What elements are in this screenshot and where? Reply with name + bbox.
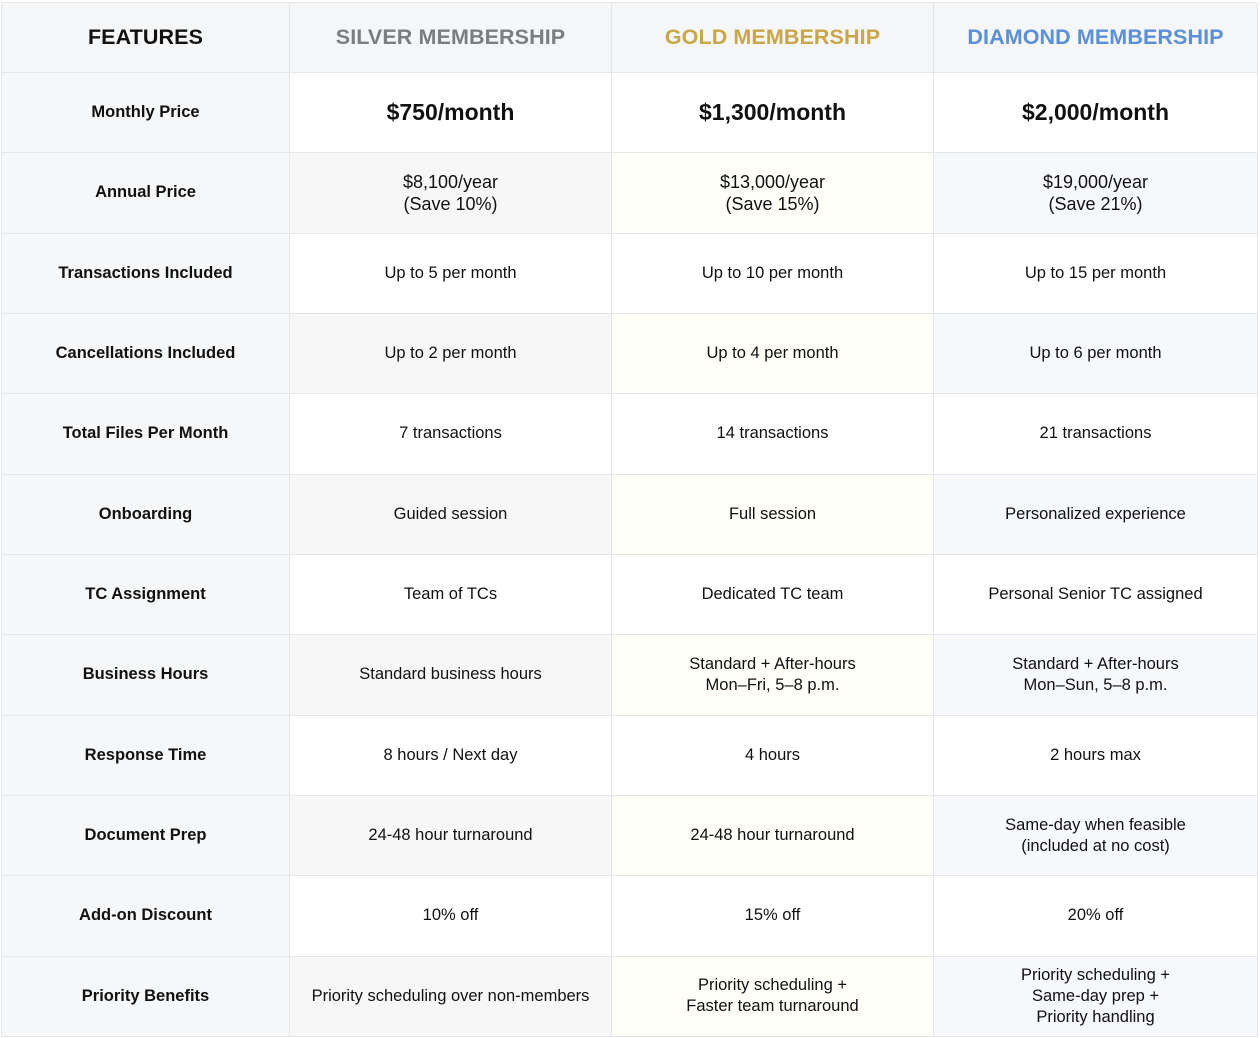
diamond-value-cell: [934, 555, 1258, 635]
diamond-value-line: Up to 15 per month: [1024, 263, 1167, 282]
gold-value-cell: [612, 555, 934, 635]
feature-label: Document Prep: [2, 796, 290, 876]
silver-value-line: 24-48 hour turnaround: [368, 826, 533, 845]
silver-value-cell: [290, 876, 612, 956]
diamond-value-line: Up to 6 per month: [1029, 344, 1162, 363]
feature-label: Annual Price: [2, 153, 290, 233]
feature-label: Business Hours: [2, 635, 290, 715]
feature-label: Total Files Per Month: [2, 394, 290, 474]
diamond-value-line: 20% off: [1067, 906, 1124, 925]
gold-value-line: (Save 15%): [725, 193, 820, 214]
membership-comparison-table: [1, 2, 1257, 1037]
silver-value-cell: [290, 475, 612, 555]
silver-value-cell: [290, 796, 612, 876]
diamond-value-line: Mon–Sun, 5–8 p.m.: [1023, 675, 1168, 694]
silver-value-line: 8 hours / Next day: [383, 745, 518, 764]
silver-value-line: Team of TCs: [403, 585, 498, 604]
silver-value-cell: [290, 394, 612, 474]
diamond-value-line: Personalized experience: [1005, 504, 1186, 523]
silver-value-cell: [290, 234, 612, 314]
diamond-value-cell: [934, 796, 1258, 876]
diamond-value-line: Standard + After-hours: [1012, 654, 1179, 673]
silver-value-cell: [290, 957, 612, 1037]
gold-value-cell: [612, 394, 934, 474]
header-features: FEATURES: [2, 3, 290, 73]
gold-value-cell: [612, 957, 934, 1037]
silver-value-line: 10% off: [422, 906, 479, 925]
diamond-value-line: Priority handling: [1036, 1007, 1155, 1026]
feature-label: Cancellations Included: [2, 314, 290, 394]
gold-value-cell: [612, 796, 934, 876]
diamond-value-line: (included at no cost): [1021, 836, 1170, 855]
feature-label: Priority Benefits: [2, 957, 290, 1037]
gold-value-line: 4 hours: [744, 745, 801, 764]
feature-label: TC Assignment: [2, 555, 290, 635]
gold-value-cell: [612, 716, 934, 796]
gold-value-cell: [612, 475, 934, 555]
gold-value-cell: [612, 153, 934, 233]
silver-value-line: Standard business hours: [359, 665, 542, 684]
gold-value-cell: [612, 635, 934, 715]
silver-value-line: Up to 2 per month: [384, 344, 517, 363]
diamond-value-line: Personal Senior TC assigned: [988, 585, 1203, 604]
gold-value-cell: [612, 314, 934, 394]
silver-value-line: Priority scheduling over non-members: [311, 986, 590, 1005]
gold-value-line: Standard + After-hours: [689, 654, 856, 673]
silver-value-cell: [290, 635, 612, 715]
feature-label: Onboarding: [2, 475, 290, 555]
gold-value-line: Up to 4 per month: [706, 344, 839, 363]
silver-value-line: $750/month: [386, 99, 515, 126]
silver-value-line: Up to 5 per month: [384, 263, 517, 282]
header-silver-membership: SILVER MEMBERSHIP: [290, 3, 612, 73]
gold-value-cell: [612, 73, 934, 153]
silver-value-cell: [290, 314, 612, 394]
feature-label: Add-on Discount: [2, 876, 290, 956]
diamond-value-cell: [934, 234, 1258, 314]
diamond-value-cell: [934, 394, 1258, 474]
gold-value-line: Mon–Fri, 5–8 p.m.: [705, 675, 840, 694]
diamond-value-line: (Save 21%): [1048, 193, 1143, 214]
silver-value-line: Guided session: [393, 504, 508, 523]
gold-value-line: Dedicated TC team: [701, 585, 844, 604]
silver-value-cell: [290, 555, 612, 635]
gold-value-cell: [612, 234, 934, 314]
diamond-value-line: 21 transactions: [1039, 424, 1152, 443]
gold-value-line: 24-48 hour turnaround: [690, 826, 855, 845]
gold-value-line: $13,000/year: [719, 171, 826, 192]
diamond-value-line: Same-day when feasible: [1005, 815, 1186, 834]
diamond-value-cell: [934, 153, 1258, 233]
gold-value-cell: [612, 876, 934, 956]
silver-value-line: 7 transactions: [399, 424, 502, 443]
header-diamond-membership: DIAMOND MEMBERSHIP: [934, 3, 1258, 73]
silver-value-line: $8,100/year: [402, 171, 499, 192]
diamond-value-cell: [934, 475, 1258, 555]
diamond-value-line: 2 hours max: [1050, 745, 1141, 764]
diamond-value-cell: [934, 876, 1258, 956]
silver-value-cell: [290, 716, 612, 796]
gold-value-line: Up to 10 per month: [701, 263, 844, 282]
silver-value-cell: [290, 153, 612, 233]
silver-value-line: (Save 10%): [403, 193, 498, 214]
diamond-value-cell: [934, 957, 1258, 1037]
diamond-value-line: $19,000/year: [1042, 171, 1149, 192]
feature-label: Monthly Price: [2, 73, 290, 153]
gold-value-line: 14 transactions: [716, 424, 829, 443]
gold-value-line: 15% off: [744, 906, 801, 925]
diamond-value-cell: [934, 716, 1258, 796]
gold-value-line: Faster team turnaround: [686, 997, 859, 1016]
gold-value-line: Full session: [728, 504, 817, 523]
diamond-value-line: Same-day prep +: [1031, 986, 1160, 1005]
diamond-value-cell: [934, 73, 1258, 153]
gold-value-line: Priority scheduling +: [697, 976, 848, 995]
diamond-value-line: Priority scheduling +: [1020, 965, 1171, 984]
diamond-value-cell: [934, 635, 1258, 715]
feature-label: Response Time: [2, 716, 290, 796]
silver-value-cell: [290, 73, 612, 153]
diamond-value-cell: [934, 314, 1258, 394]
diamond-value-line: $2,000/month: [1022, 99, 1169, 126]
header-gold-membership: GOLD MEMBERSHIP: [612, 3, 934, 73]
gold-value-line: $1,300/month: [699, 99, 846, 126]
feature-label: Transactions Included: [2, 234, 290, 314]
